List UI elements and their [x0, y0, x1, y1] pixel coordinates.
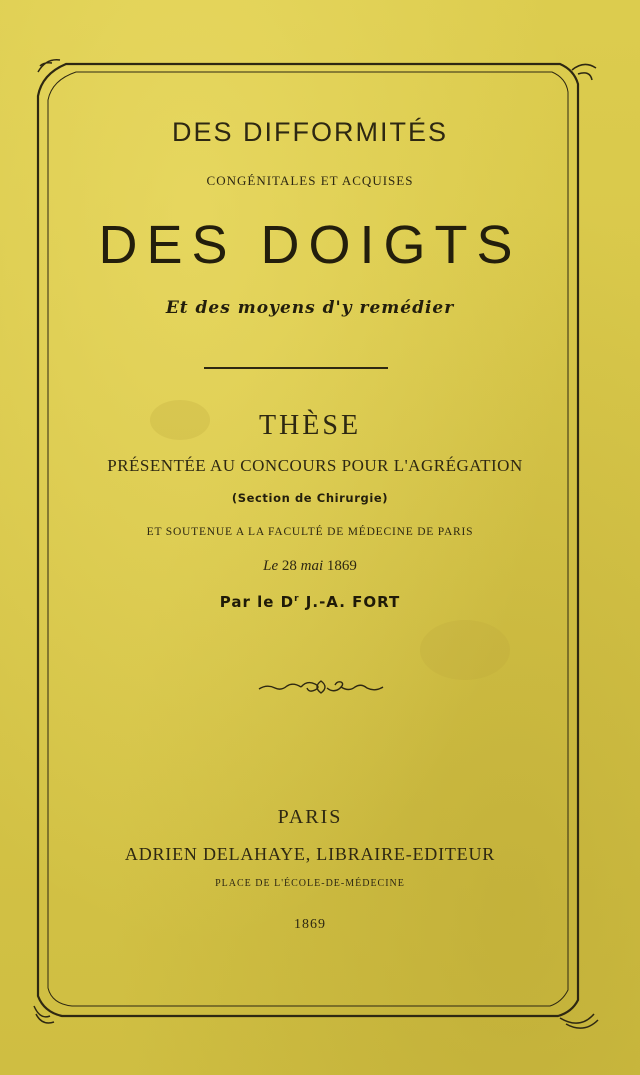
ornament-divider [257, 678, 385, 696]
publication-year: 1869 [294, 917, 326, 932]
author-title-sup: r [294, 594, 300, 604]
defense-date [40, 558, 580, 575]
section-line: (Section de Chirurgie) [231, 491, 389, 505]
date-year: 1869 [326, 558, 357, 574]
publisher-address: PLACE DE L'ÉCOLE-DE-MÉDECINE [215, 878, 405, 889]
paper-stain [420, 620, 510, 680]
soutenue-line: ET SOUTENUE A LA FACULTÉ DE MÉDECINE DE PARIS [146, 526, 474, 538]
author-name: J.-A. FORT [305, 593, 401, 611]
author-line [40, 593, 580, 611]
publisher: ADRIEN DELAHAYE, LIBRAIRE-EDITEUR [124, 844, 496, 864]
subtitle: Et des moyens d'y remédier [165, 298, 455, 318]
author-prefix: Par le D [219, 593, 295, 611]
date-day: 28 [281, 558, 297, 574]
main-title: DES DOIGTS [98, 215, 522, 275]
date-prefix: Le [263, 558, 279, 574]
date-month: mai [300, 558, 324, 574]
city: PARIS [277, 806, 343, 828]
these-heading: THÈSE [258, 410, 362, 441]
title-line-2: CONGÉNITALES ET ACQUISES [206, 173, 414, 188]
presentee-line: PRÉSENTÉE AU CONCOURS POUR L'AGRÉGATION [107, 456, 523, 475]
horizontal-rule [204, 367, 388, 369]
title-line-1: DES DIFFORMITÉS [171, 117, 448, 147]
